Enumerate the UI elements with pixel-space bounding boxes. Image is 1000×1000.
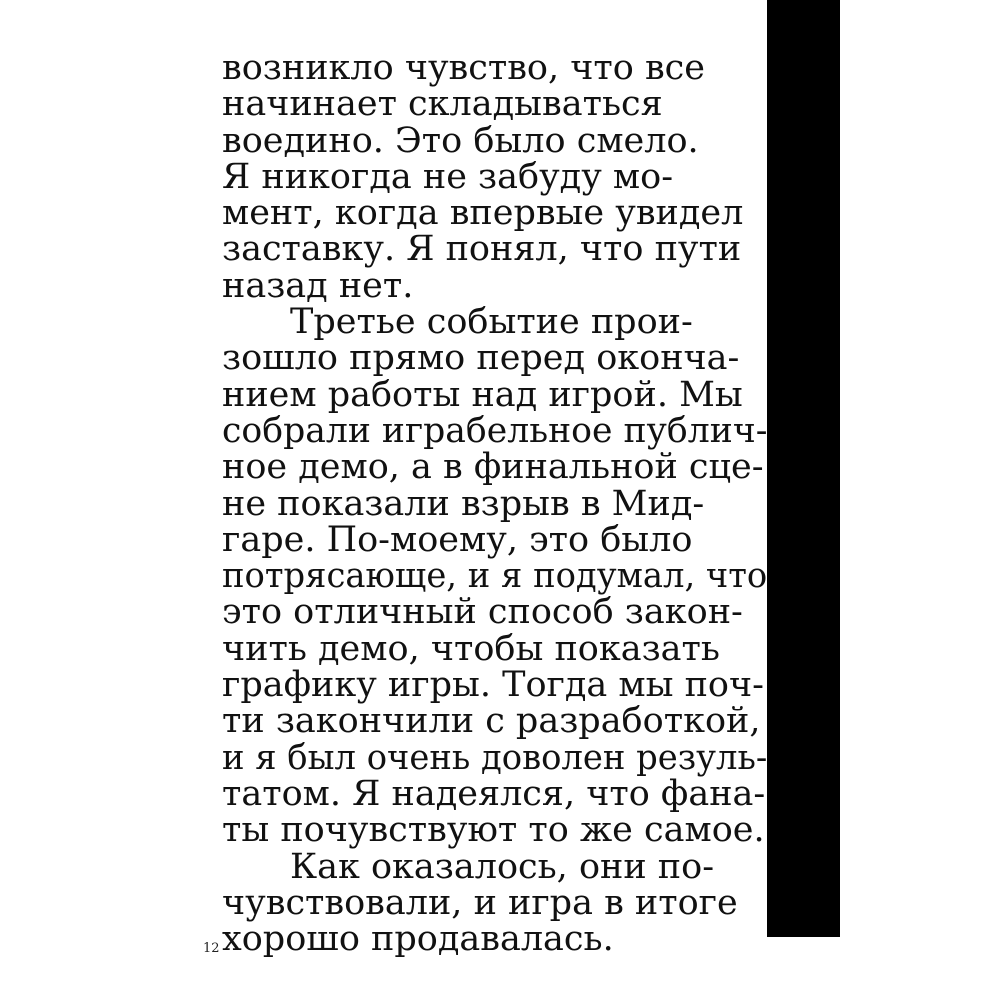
text-line: ти закончили с разработкой, [222,701,761,742]
text-line: Я никогда не забуду мо- [222,156,674,197]
text-line: назад нет. [222,265,414,306]
text-line: гаре. По-моему, это было [222,519,693,560]
page-number: 12 [203,941,220,956]
text-line: воедино. Это было смело. [222,120,699,161]
body-text [222,48,768,960]
text-line: нием работы над игрой. Мы [222,374,743,415]
text-line: Как оказалось, они по- [290,846,715,887]
text-line: не показали взрыв в Мид- [222,483,705,524]
text-line: зошло прямо перед оконча- [222,338,740,379]
text-line: ты почувствуют то же самое. [222,810,765,851]
text-line: ное демо, а в финальной сце- [222,447,764,488]
text-line: заставку. Я понял, что пути [222,229,742,270]
black-edge-bar [767,0,840,937]
text-line: собрали играбельное публич- [222,410,768,451]
text-line: чувствовали, и игра в итоге [222,882,738,923]
text-line: и я был очень доволен резуль- [222,737,768,778]
text-line: хорошо продавалась. [222,919,614,960]
text-line: начинает складываться [222,84,663,125]
text-line: мент, когда впервые увидел [222,193,744,234]
text-line: чить демо, чтобы показать [222,628,720,669]
text-line: графику игры. Тогда мы поч- [222,665,764,706]
text-line: татом. Я надеялся, что фана- [222,773,766,814]
text-line: это отличный способ закон- [222,592,743,633]
text-line: Третье событие прои- [290,302,693,343]
text-line: потрясающе, и я подумал, что [222,556,768,597]
text-line: возникло чувство, что все [222,48,705,88]
